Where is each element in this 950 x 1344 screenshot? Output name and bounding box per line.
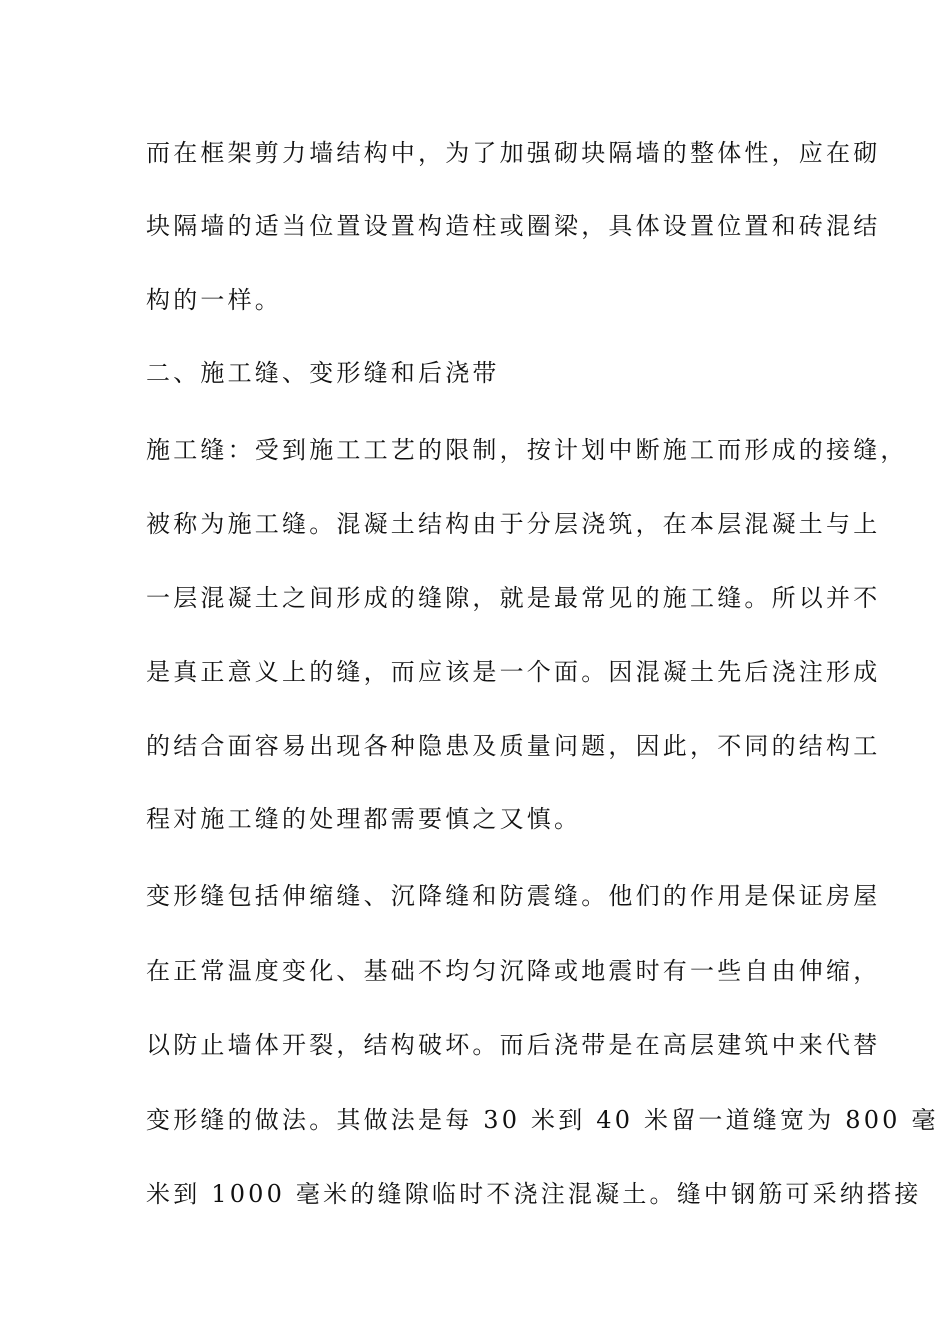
- section-heading: 二、施工缝、变形缝和后浇带: [146, 359, 500, 387]
- text-line: 的结合面容易出现各种隐患及质量问题，因此，不同的结构工: [146, 732, 881, 760]
- text-line: 在正常温度变化、基础不均匀沉降或地震时有一些自由伸缩，: [146, 957, 881, 985]
- text-line: 变形缝的做法。其做法是每 30 米到 40 米留一道缝宽为 800 毫: [146, 1106, 939, 1134]
- text-line: 构的一样。: [146, 286, 282, 314]
- text-line: 变形缝包括伸缩缝、沉降缝和防震缝。他们的作用是保证房屋: [146, 882, 881, 910]
- text-line: 被称为施工缝。混凝土结构由于分层浇筑，在本层混凝土与上: [146, 510, 881, 538]
- text-line: 米到 1000 毫米的缝隙临时不浇注混凝土。缝中钢筋可采纳搭接: [146, 1180, 922, 1208]
- text-line: 施工缝：受到施工工艺的限制，按计划中断施工而形成的接缝，: [146, 436, 908, 464]
- text-line: 一层混凝土之间形成的缝隙，就是最常见的施工缝。所以并不: [146, 584, 881, 612]
- text-line: 是真正意义上的缝，而应该是一个面。因混凝土先后浇注形成: [146, 658, 881, 686]
- text-line: 程对施工缝的处理都需要慎之又慎。: [146, 805, 582, 833]
- text-line: 以防止墙体开裂，结构破坏。而后浇带是在高层建筑中来代替: [146, 1031, 881, 1059]
- text-line: 块隔墙的适当位置设置构造柱或圈梁，具体设置位置和砖混结: [146, 212, 881, 240]
- text-line: 而在框架剪力墙结构中，为了加强砌块隔墙的整体性，应在砌: [146, 139, 881, 167]
